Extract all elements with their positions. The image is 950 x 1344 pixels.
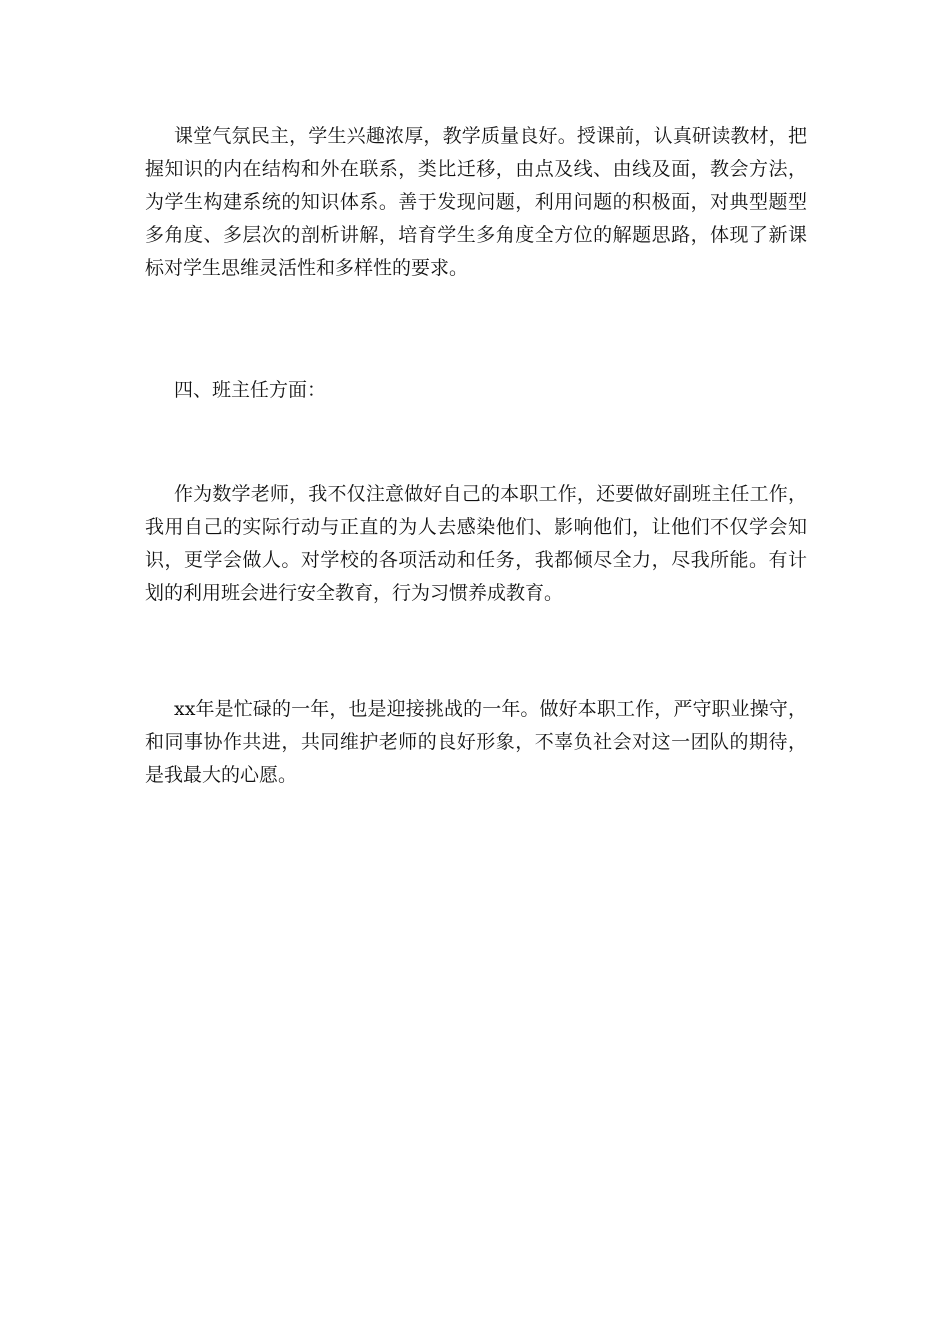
paragraph-year-summary: xx年是忙碌的一年，也是迎接挑战的一年。做好本职工作，严守职业操守，和同事协作共进，共同维护老师的良好形象，不辜负社会对这一团队的期待，是我最大的心愿。 [145,698,807,786]
paragraph-teaching-quality: 课堂气氛民主，学生兴趣浓厚，教学质量良好。授课前，认真研读教材，把握知识的内在结构和外在联系，类比迁移，由点及线、由线及面，教会方法，为学生构建系统的知识体系。善于发现问题，利用问题的积极面，对典型题型多角度、多层次的剖析讲解，培育学生多角度全方位的解题思路，体现了新课标对学生思维灵活性和多样性的要求。 [145,125,807,279]
paragraph-homeroom-work: 作为数学老师，我不仅注意做好自己的本职工作，还要做好副班主任工作，我用自己的实际行动与正直的为人去感染他们、影响他们，让他们不仅学会知识，更学会做人。对学校的各项活动和任务，我都倾尽全力，尽我所能。有计划的利用班会进行安全教育，行为习惯养成教育。 [145,483,807,604]
section-heading-homeroom: 四、班主任方面： [174,379,327,401]
